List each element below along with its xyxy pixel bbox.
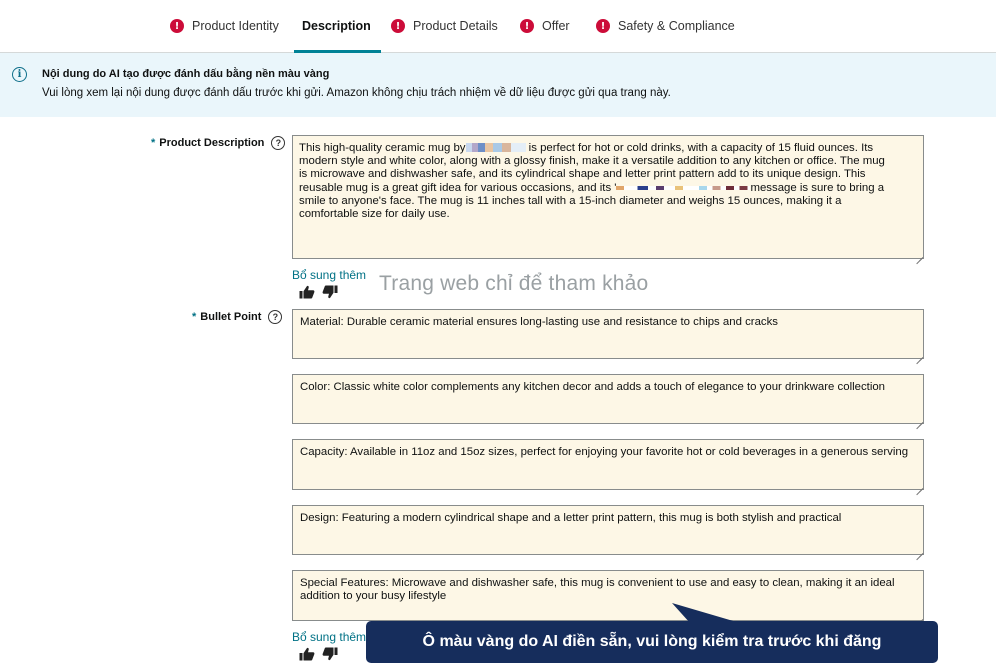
thumbs-up-icon[interactable]	[299, 647, 315, 661]
banner-title: Nội dung do AI tạo được đánh dấu bằng nền màu vàng	[42, 68, 330, 80]
tab-label: Offer	[542, 19, 570, 33]
bullet-point-textarea-1[interactable]: Material: Durable ceramic material ensures long-lasting use and resistance to chips and cracks	[292, 309, 924, 359]
ai-info-banner	[0, 53, 996, 117]
product-description-label	[151, 135, 285, 151]
tab-label: Safety & Compliance	[618, 19, 735, 33]
redacted-message	[616, 186, 750, 190]
tab-label: Description	[302, 19, 371, 33]
bullet-point-textarea-2[interactable]: Color: Classic white color complements any kitchen decor and adds a touch of elegance to your drinkware collection	[292, 374, 924, 424]
thumbs-down-icon[interactable]	[322, 285, 338, 299]
bullet-point-label	[192, 309, 282, 325]
field-label: Bullet Point	[200, 311, 262, 323]
warning-icon: !	[391, 19, 405, 33]
required-mark: *	[151, 137, 156, 149]
help-icon[interactable]: ?	[268, 310, 282, 324]
tab-label: Product Identity	[192, 19, 279, 33]
tab-label: Product Details	[413, 19, 498, 33]
field-label: Product Description	[159, 137, 265, 149]
warning-icon: !	[170, 19, 184, 33]
bullet-point-textarea-4[interactable]: Design: Featuring a modern cylindrical shape and a letter print pattern, this mug is both stylish and practical	[292, 505, 924, 555]
add-more-link[interactable]: Bổ sung thêm	[292, 630, 367, 644]
tooltip-text: Ô màu vàng do AI điền sẵn, vui lòng kiểm tra trước khi đăng	[422, 633, 882, 650]
warning-icon: !	[596, 19, 610, 33]
tab-product-details[interactable]	[391, 0, 498, 52]
help-icon[interactable]: ?	[271, 136, 285, 150]
tab-offer[interactable]	[520, 0, 570, 52]
feedback-thumbs	[299, 647, 338, 661]
bullet-point-textarea-5[interactable]: Special Features: Microwave and dishwasher safe, this mug is convenient to use and easy to clean, making it an ideal addition to your busy lifestyle	[292, 570, 924, 621]
thumbs-down-icon[interactable]	[322, 647, 338, 661]
add-more-link[interactable]: Bổ sung thêm	[292, 268, 367, 282]
redacted-brand	[466, 143, 526, 152]
product-description-text: This high-quality ceramic mug by is perfect for hot or cold drinks, with a capacity of 15 fluid ounces. Its modern style and white color, along with a glossy finish, make it a versatile addition to any kitchen or office. The mug is microwave and dishwasher safe, and its cylindrical shape and letter print pattern add to its unique design. This reusable mug is a great gift idea for various occasions, and its ' message is sure to bring a smile to anyone's face. The mug is 11 inches tall with a 15-inch diameter and weighs 15 ounces, making it a comfortable size for daily use.	[299, 142, 885, 221]
tab-safety-compliance[interactable]	[596, 0, 735, 52]
tab-product-identity[interactable]	[170, 0, 279, 52]
tab-bar	[0, 0, 996, 53]
warning-icon: !	[520, 19, 534, 33]
bullet-point-textarea-3[interactable]: Capacity: Available in 11oz and 15oz sizes, perfect for enjoying your favorite hot or cold beverages in a generous serving	[292, 439, 924, 490]
tab-description[interactable]	[302, 0, 371, 52]
feedback-thumbs	[299, 285, 338, 299]
reference-watermark: Trang web chỉ để tham khảo	[379, 272, 649, 295]
banner-text: Vui lòng xem lại nội dung được đánh dấu trước khi gửi. Amazon không chịu trách nhiệm về dữ liệu được gửi qua trang này.	[42, 87, 671, 99]
ai-callout-tooltip	[366, 621, 938, 663]
thumbs-up-icon[interactable]	[299, 285, 315, 299]
required-mark: *	[192, 311, 197, 323]
info-circle-icon: i	[12, 67, 27, 82]
